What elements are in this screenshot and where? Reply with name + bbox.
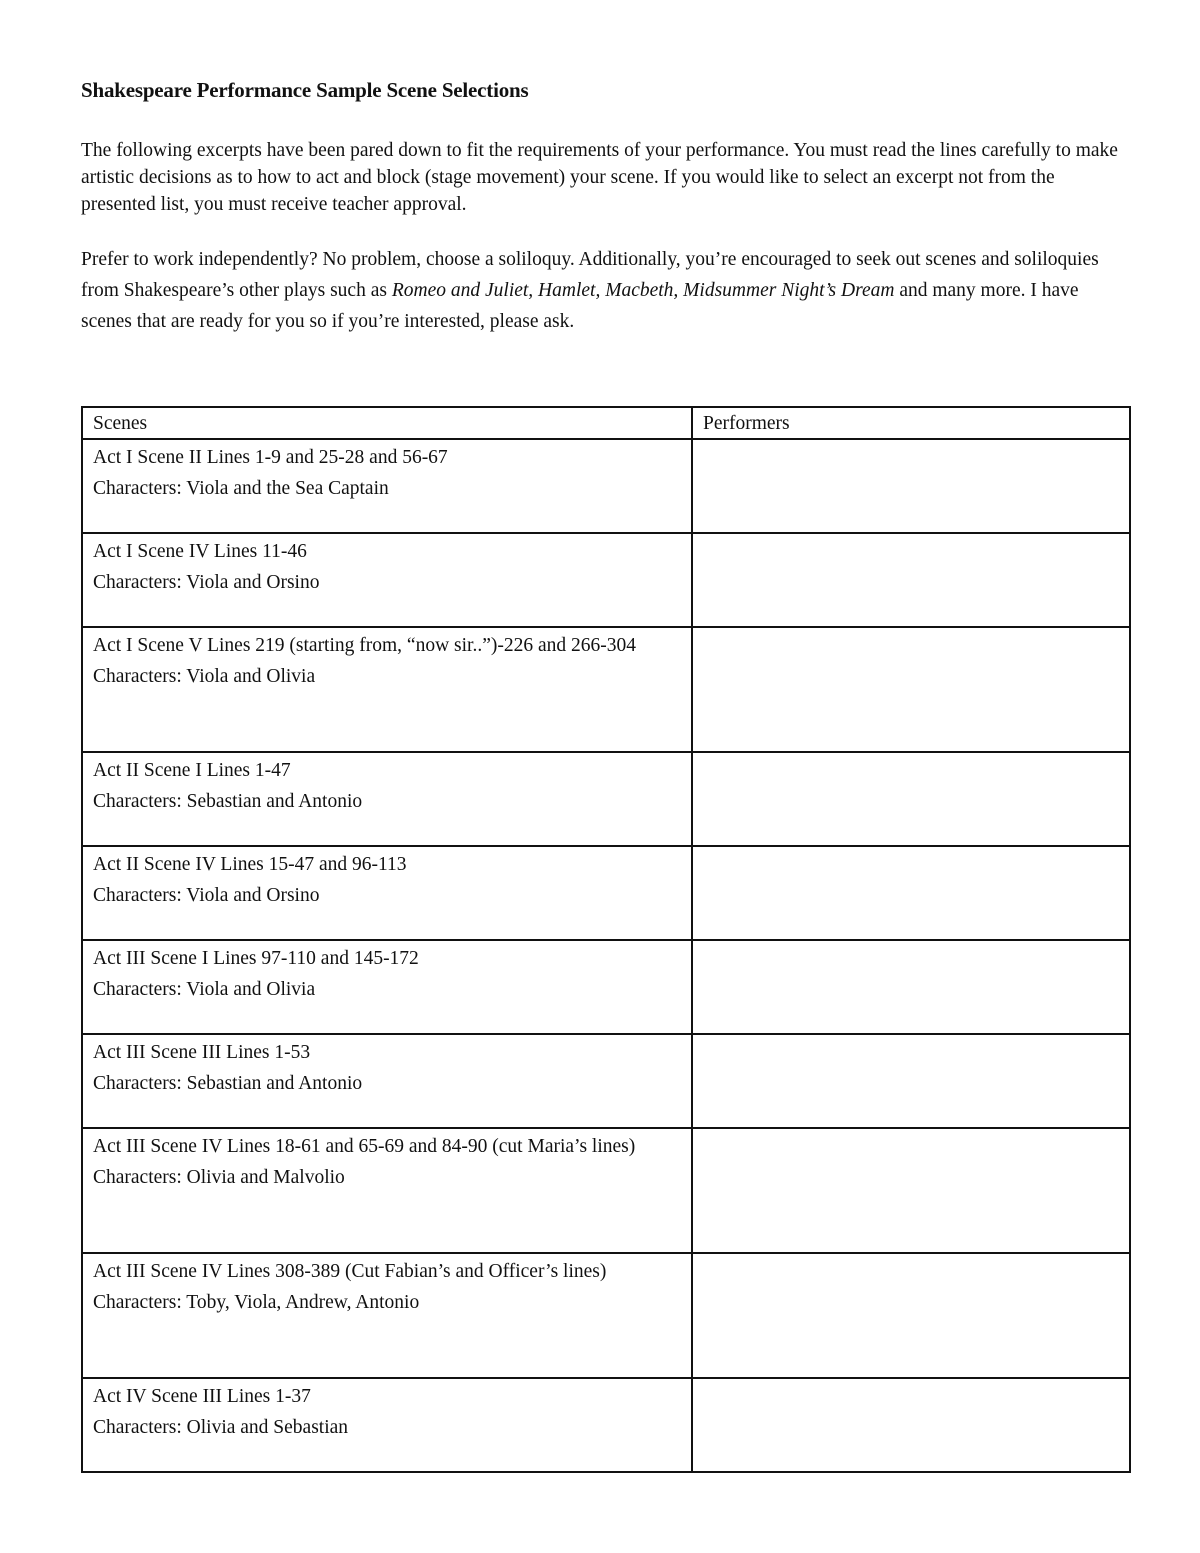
independent-text-start: Prefer to work independently? No problem, choose a soliloquy. Additionally, you’re encouraged to seek out scenes and soliloquies from Shakespeare’s other plays such as <box>81 249 1099 301</box>
independent-work-paragraph <box>81 244 1131 337</box>
table-row <box>82 1034 1130 1128</box>
scene-label: Act I Scene II Lines 1-9 and 25-28 and 56-67 <box>93 447 448 468</box>
table-row <box>82 1378 1130 1472</box>
scene-cell <box>82 1128 692 1253</box>
characters-label: Characters: Viola and Orsino <box>93 885 320 906</box>
scene-label: Act II Scene I Lines 1-47 <box>93 760 291 781</box>
characters-label: Characters: Sebastian and Antonio <box>93 791 363 812</box>
performers-cell[interactable] <box>692 1034 1130 1128</box>
characters-label: Characters: Viola and the Sea Captain <box>93 478 389 499</box>
table-row <box>82 627 1130 752</box>
scene-cell <box>82 1253 692 1378</box>
table-row <box>82 533 1130 627</box>
scene-label: Act III Scene IV Lines 308-389 (Cut Fabian’s and Officer’s lines) <box>93 1261 607 1282</box>
intro-paragraph: The following excerpts have been pared down to fit the requirements of your performance. You must read the lines carefully to make artistic decisions as to how to act and block (stage movement) your scene. If you would like to select an excerpt not from the presented list, you must receive teacher approval. <box>81 140 1118 215</box>
scene-label: Act III Scene III Lines 1-53 <box>93 1042 311 1063</box>
characters-label: Characters: Viola and Orsino <box>93 572 320 593</box>
characters-label: Characters: Olivia and Malvolio <box>93 1167 345 1188</box>
header-performers: Performers <box>692 407 1130 439</box>
performers-cell[interactable] <box>692 627 1130 752</box>
performers-cell[interactable] <box>692 439 1130 533</box>
other-plays-list: Romeo and Juliet, Hamlet, Macbeth, Midsummer Night’s Dream <box>391 280 895 301</box>
table-row <box>82 1253 1130 1378</box>
performers-cell[interactable] <box>692 846 1130 940</box>
characters-label: Characters: Olivia and Sebastian <box>93 1417 349 1438</box>
scene-label: Act I Scene V Lines 219 (starting from, “now sir..”)-226 and 266-304 <box>93 635 637 656</box>
scene-cell <box>82 533 692 627</box>
performers-cell[interactable] <box>692 533 1130 627</box>
scene-cell <box>82 1378 692 1472</box>
table-header-row <box>82 407 1130 439</box>
scene-label: Act II Scene IV Lines 15-47 and 96-113 <box>93 854 407 875</box>
performers-cell[interactable] <box>692 1253 1130 1378</box>
scene-label: Act IV Scene III Lines 1-37 <box>93 1386 311 1407</box>
scene-label: Act III Scene I Lines 97-110 and 145-172 <box>93 948 419 969</box>
scene-cell <box>82 752 692 846</box>
performers-cell[interactable] <box>692 940 1130 1034</box>
table-row <box>82 439 1130 533</box>
header-scenes: Scenes <box>82 407 692 439</box>
performers-cell[interactable] <box>692 1378 1130 1472</box>
performers-cell[interactable] <box>692 752 1130 846</box>
scene-cell <box>82 940 692 1034</box>
table-row <box>82 940 1130 1034</box>
table-row <box>82 752 1130 846</box>
characters-label: Characters: Viola and Olivia <box>93 666 316 687</box>
scene-cell <box>82 439 692 533</box>
document-title: Shakespeare Performance Sample Scene Selections <box>81 78 529 102</box>
scene-cell <box>82 1034 692 1128</box>
characters-label: Characters: Toby, Viola, Andrew, Antonio <box>93 1292 420 1313</box>
table-row <box>82 846 1130 940</box>
table-row <box>82 1128 1130 1253</box>
scene-label: Act III Scene IV Lines 18-61 and 65-69 and 84-90 (cut Maria’s lines) <box>93 1136 636 1157</box>
document-page <box>81 78 1131 337</box>
scene-selection-table <box>81 406 1131 1473</box>
scene-label: Act I Scene IV Lines 11-46 <box>93 541 307 562</box>
scene-cell <box>82 627 692 752</box>
performers-cell[interactable] <box>692 1128 1130 1253</box>
characters-label: Characters: Sebastian and Antonio <box>93 1073 363 1094</box>
scene-cell <box>82 846 692 940</box>
characters-label: Characters: Viola and Olivia <box>93 979 316 1000</box>
independent-text-end: and many more. I have scenes that are ready for you so if you’re interested, please ask. <box>81 280 1079 332</box>
